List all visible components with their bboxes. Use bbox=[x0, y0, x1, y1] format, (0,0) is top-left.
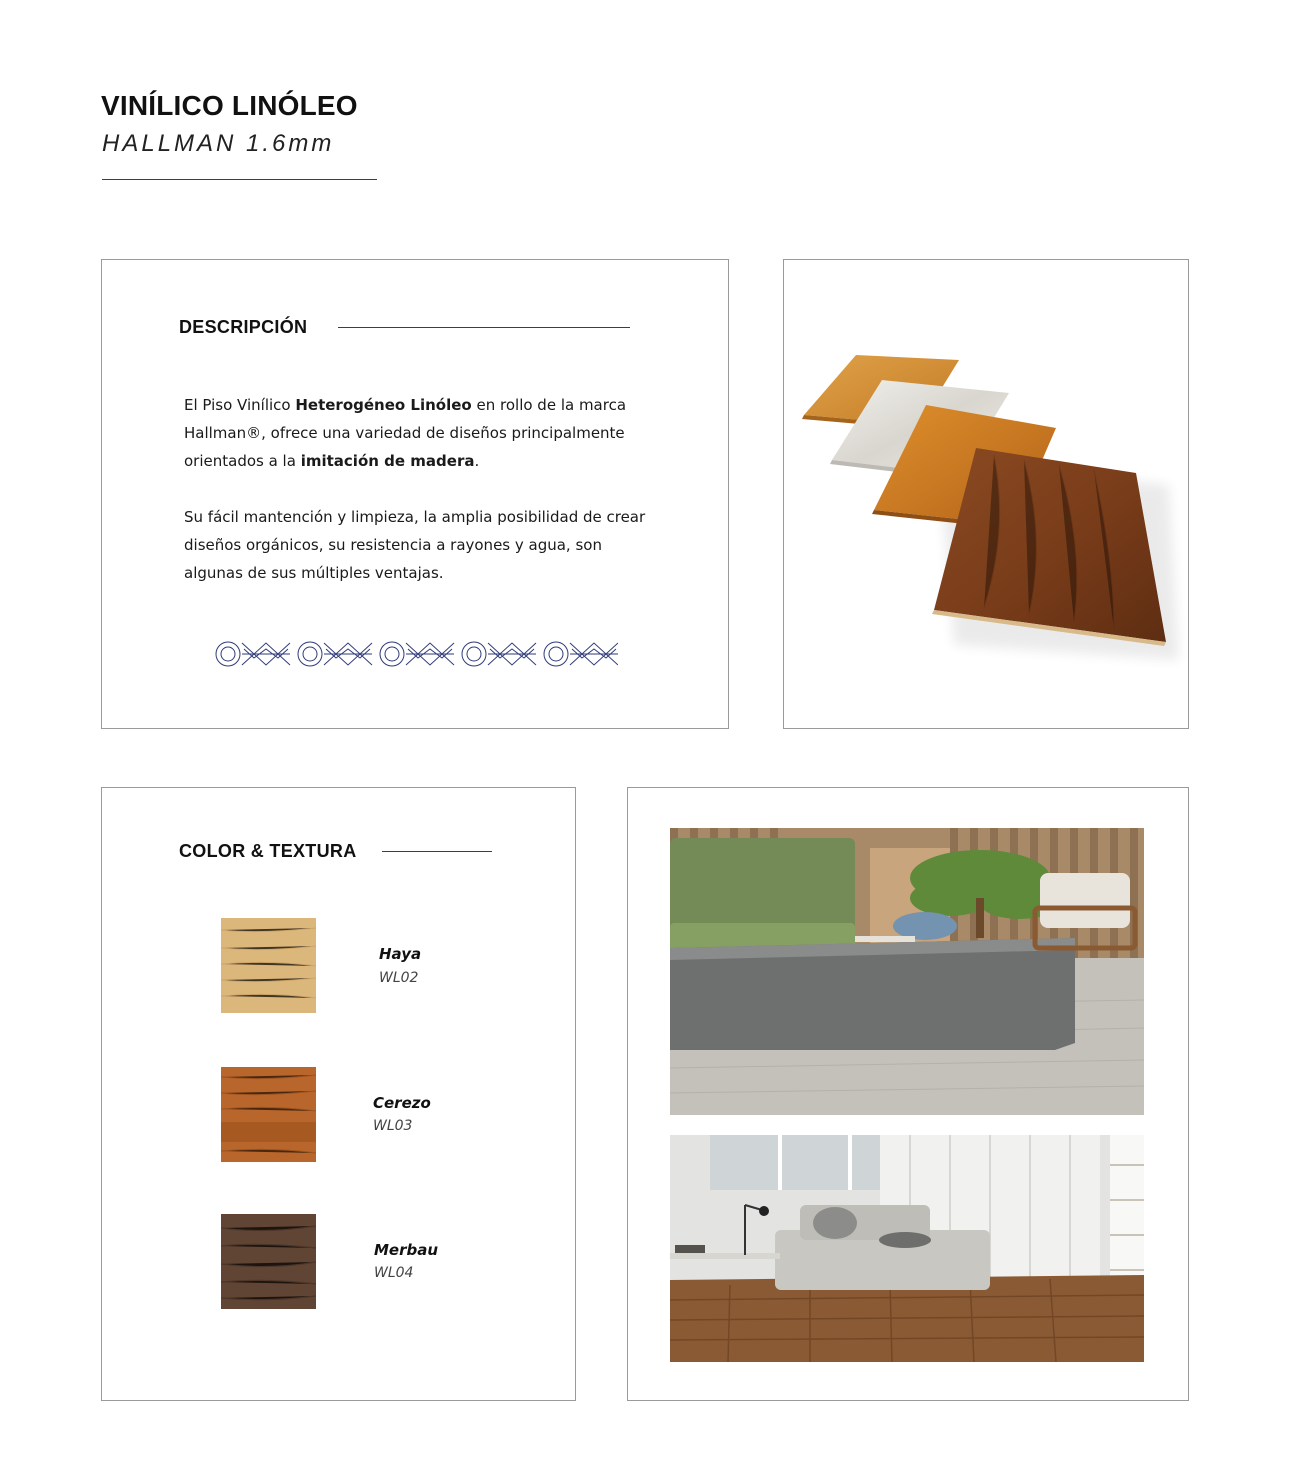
title-divider bbox=[102, 179, 377, 180]
swatch-name: Merbau bbox=[374, 1241, 439, 1259]
description-heading: DESCRIPCIÓN bbox=[179, 317, 308, 337]
description-text: El Piso Vinílico bbox=[184, 396, 296, 414]
swatch-code: WL02 bbox=[379, 970, 419, 986]
swatch-name: Cerezo bbox=[373, 1094, 431, 1112]
swatch-name: Haya bbox=[379, 945, 422, 963]
description-bold-text: imitación de madera bbox=[300, 452, 475, 470]
description-text: . bbox=[474, 452, 480, 470]
swatch-haya[interactable] bbox=[221, 918, 316, 1013]
living-room-photo-2 bbox=[670, 1135, 1144, 1362]
description-text: en rollo de la marca Hallman®, ofrece una variedad de diseños principalmente orientados a la bbox=[184, 396, 627, 470]
description-heading-rule bbox=[338, 327, 630, 328]
decorative-pattern-icon bbox=[214, 638, 618, 670]
swatch-cerezo[interactable] bbox=[221, 1067, 316, 1162]
description-paragraph-2: Su fácil mantención y limpieza, la amplia posibilidad de crear diseños orgánicos, su resistencia a rayones y agua, son algunas de sus múltiples ventajas. bbox=[184, 508, 646, 582]
color-texture-heading: COLOR & TEXTURA bbox=[179, 841, 357, 861]
page-subtitle: HALLMAN 1.6mm bbox=[102, 130, 335, 157]
living-room-photo-1 bbox=[670, 828, 1144, 1115]
swatch-code: WL04 bbox=[374, 1265, 414, 1281]
description-bold-text: Heterogéneo Linóleo bbox=[295, 396, 472, 414]
color-texture-card bbox=[101, 787, 576, 1401]
room-photos-card bbox=[627, 787, 1189, 1401]
color-texture-heading-rule bbox=[382, 851, 492, 852]
page-title: VINÍLICO LINÓLEO bbox=[101, 90, 358, 121]
swatch-merbau[interactable] bbox=[221, 1214, 316, 1309]
description-paragraph-1 bbox=[184, 391, 654, 475]
description-card bbox=[101, 259, 729, 729]
swatch-code: WL03 bbox=[373, 1118, 413, 1134]
product-samples-card bbox=[783, 259, 1189, 729]
flooring-samples-image bbox=[784, 260, 1188, 728]
